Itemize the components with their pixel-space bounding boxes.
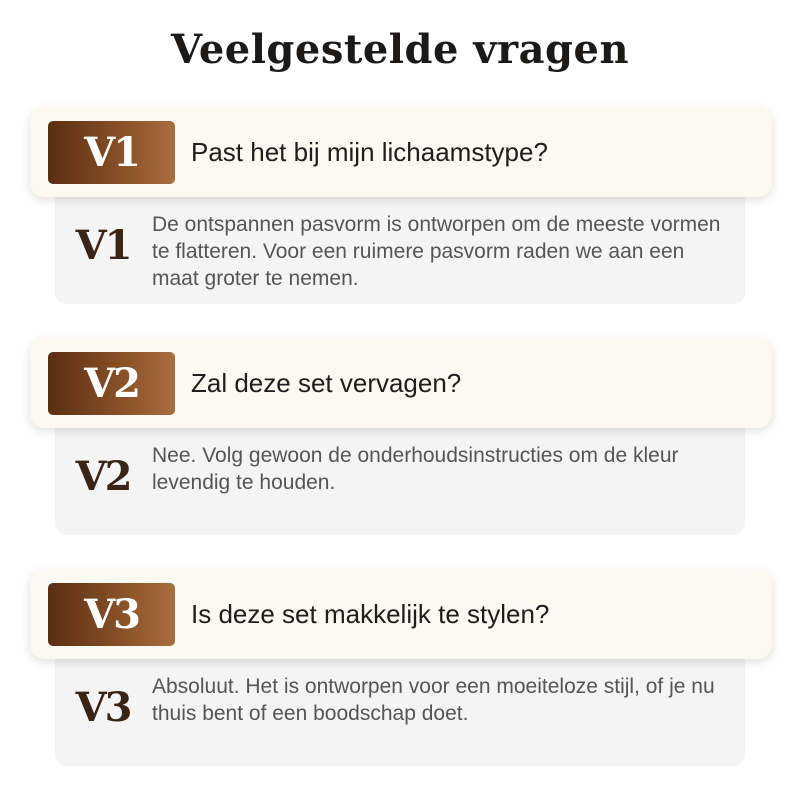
question-tag: V3 (48, 583, 175, 646)
answer-card (55, 418, 745, 535)
question-text: Is deze set makkelijk te stylen? (191, 598, 550, 629)
question-tag: V2 (48, 352, 175, 415)
answer-tag: V2 (75, 453, 131, 500)
answer-text: Nee. Volg gewoon de onderhoudsinstructies om de kleur levendig te houden. (152, 444, 679, 494)
answer-text: Absoluut. Het is ontworpen voor een moeiteloze stijl, of je nu thuis bent of een boodschap doet. (152, 675, 715, 725)
answer-card (55, 649, 745, 766)
answer-text: De ontspannen pasvorm is ontworpen om de meeste vormen te flatteren. Voor een ruimere pasvorm raden we aan een maat groter te nemen. (152, 213, 721, 290)
question-card[interactable] (30, 107, 772, 197)
page-title: Veelgestelde vragen (170, 26, 630, 73)
faq-item-1 (0, 107, 800, 327)
faq-item-3 (0, 569, 800, 789)
question-text: Past het bij mijn lichaamstype? (191, 136, 548, 167)
question-card[interactable] (30, 338, 772, 428)
answer-card (55, 187, 745, 304)
answer-tag: V3 (75, 684, 131, 731)
faq-item-2 (0, 338, 800, 558)
question-card[interactable] (30, 569, 772, 659)
question-text: Zal deze set vervagen? (191, 367, 462, 398)
answer-tag: V1 (75, 222, 131, 269)
question-tag: V1 (48, 121, 175, 184)
